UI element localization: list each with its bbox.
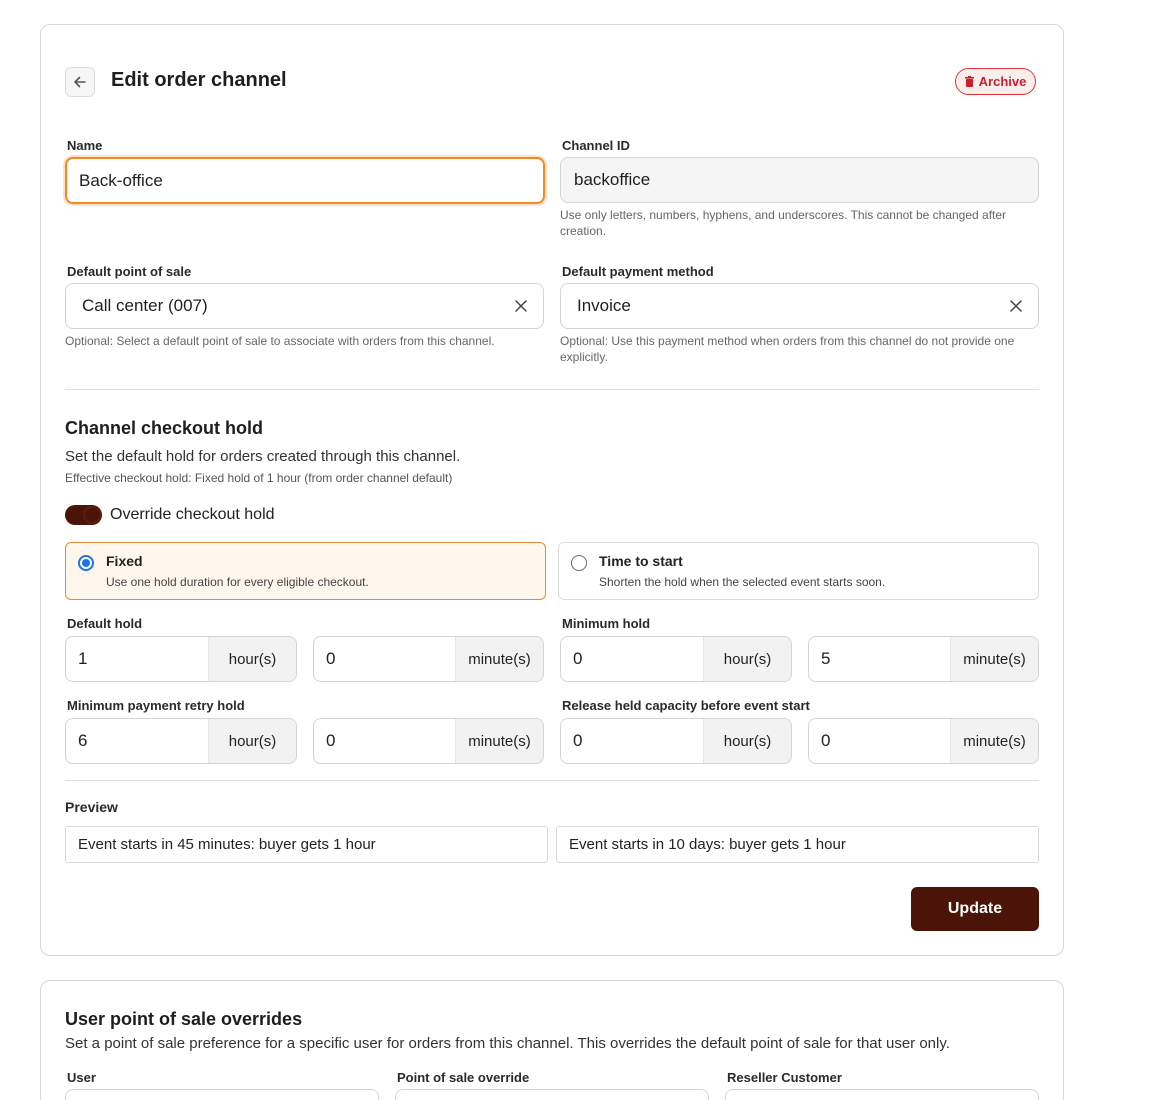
minutes-unit: minute(s) [950, 637, 1038, 681]
preview-item: Event starts in 10 days: buyer gets 1 hour [556, 826, 1039, 863]
page-title: Edit order channel [111, 69, 287, 91]
name-label: Name [67, 138, 103, 153]
min-retry-hold-hours-value: 6 [78, 731, 88, 750]
minimum-hold-label: Minimum hold [562, 616, 651, 631]
hold-option-time-to-start[interactable] [558, 542, 1039, 600]
hours-unit: hour(s) [703, 719, 791, 763]
archive-button[interactable] [955, 68, 1036, 95]
hours-unit: hour(s) [208, 637, 296, 681]
fixed-radio[interactable] [78, 555, 94, 571]
minimum-hold-minutes[interactable] [808, 636, 1039, 682]
release-before-hours-value: 0 [573, 731, 583, 750]
channel-id-value: backoffice [574, 170, 651, 189]
default-pos-value: Call center (007) [82, 296, 208, 315]
edit-channel-card [40, 24, 1064, 956]
min-retry-hold-label: Minimum payment retry hold [67, 698, 245, 713]
name-input[interactable] [65, 157, 545, 204]
minutes-unit: minute(s) [950, 719, 1038, 763]
divider [65, 780, 1039, 781]
overrides-title: User point of sale overrides [65, 1009, 303, 1029]
channel-id-input [560, 157, 1039, 203]
override-label: Override checkout hold [110, 506, 275, 523]
reseller-customer-select[interactable] [725, 1089, 1039, 1100]
default-pos-label: Default point of sale [67, 264, 192, 279]
minimum-hold-hours[interactable] [560, 636, 792, 682]
minimum-hold-minutes-value: 5 [821, 649, 831, 668]
overrides-description: Set a point of sale preference for a specific user for orders from this channel. This overrides the default point of sale for that user only. [65, 1035, 950, 1052]
default-pos-select[interactable] [65, 283, 544, 329]
default-payment-help: Optional: Use this payment method when orders from this channel do not provide one explicitly. [560, 334, 1015, 364]
time-to-start-radio[interactable] [571, 555, 587, 571]
fixed-desc: Use one hold duration for every eligible checkout. [106, 575, 369, 589]
min-retry-hold-minutes[interactable] [313, 718, 544, 764]
hold-option-fixed[interactable] [65, 542, 546, 600]
default-hold-minutes[interactable] [313, 636, 544, 682]
preview-label: Preview [65, 799, 118, 815]
hours-unit: hour(s) [208, 719, 296, 763]
hours-unit: hour(s) [703, 637, 791, 681]
default-payment-select[interactable] [560, 283, 1039, 329]
checkout-hold-description: Set the default hold for orders created through this channel. [65, 448, 461, 465]
checkout-hold-title: Channel checkout hold [65, 418, 264, 438]
column-user: User [67, 1070, 96, 1085]
minutes-unit: minute(s) [455, 719, 543, 763]
minutes-unit: minute(s) [455, 637, 543, 681]
user-select[interactable] [65, 1089, 379, 1100]
default-payment-value: Invoice [577, 296, 631, 315]
arrow-left-icon [72, 74, 88, 90]
name-value: Back-office [79, 170, 163, 190]
user-pos-overrides-card [40, 980, 1064, 1100]
minimum-hold-hours-value: 0 [573, 649, 583, 668]
channel-id-help: Use only letters, numbers, hyphens, and underscores. This cannot be changed after creation. [560, 208, 1007, 238]
default-hold-hours-value: 1 [78, 649, 88, 668]
pos-override-select[interactable] [395, 1089, 709, 1100]
override-toggle[interactable] [65, 505, 102, 525]
back-button[interactable] [65, 67, 95, 97]
column-reseller-customer: Reseller Customer [727, 1070, 842, 1085]
min-retry-hold-minutes-value: 0 [326, 731, 336, 750]
default-hold-minutes-value: 0 [326, 649, 336, 668]
clear-payment-icon[interactable] [994, 284, 1038, 328]
fixed-title: Fixed [106, 553, 143, 569]
toggle-knob [83, 506, 101, 524]
archive-label: Archive [978, 74, 1027, 89]
release-before-minutes[interactable] [808, 718, 1039, 764]
release-before-minutes-value: 0 [821, 731, 831, 750]
time-to-start-desc: Shorten the hold when the selected event starts soon. [599, 575, 886, 589]
default-hold-label: Default hold [67, 616, 143, 631]
update-button[interactable]: Update [911, 887, 1039, 931]
channel-id-label: Channel ID [562, 138, 630, 153]
effective-hold-text: Effective checkout hold: Fixed hold of 1 hour (from order channel default) [65, 471, 453, 485]
release-before-label: Release held capacity before event start [562, 698, 810, 713]
clear-pos-icon[interactable] [499, 284, 543, 328]
release-before-hours[interactable] [560, 718, 792, 764]
time-to-start-title: Time to start [599, 553, 683, 569]
column-pos-override: Point of sale override [397, 1070, 530, 1085]
preview-item: Event starts in 45 minutes: buyer gets 1 hour [65, 826, 548, 863]
trash-icon [965, 76, 974, 87]
min-retry-hold-hours[interactable] [65, 718, 297, 764]
default-payment-label: Default payment method [562, 264, 714, 279]
default-pos-help: Optional: Select a default point of sale to associate with orders from this channel. [65, 334, 495, 348]
divider [65, 389, 1039, 390]
default-hold-hours[interactable] [65, 636, 297, 682]
